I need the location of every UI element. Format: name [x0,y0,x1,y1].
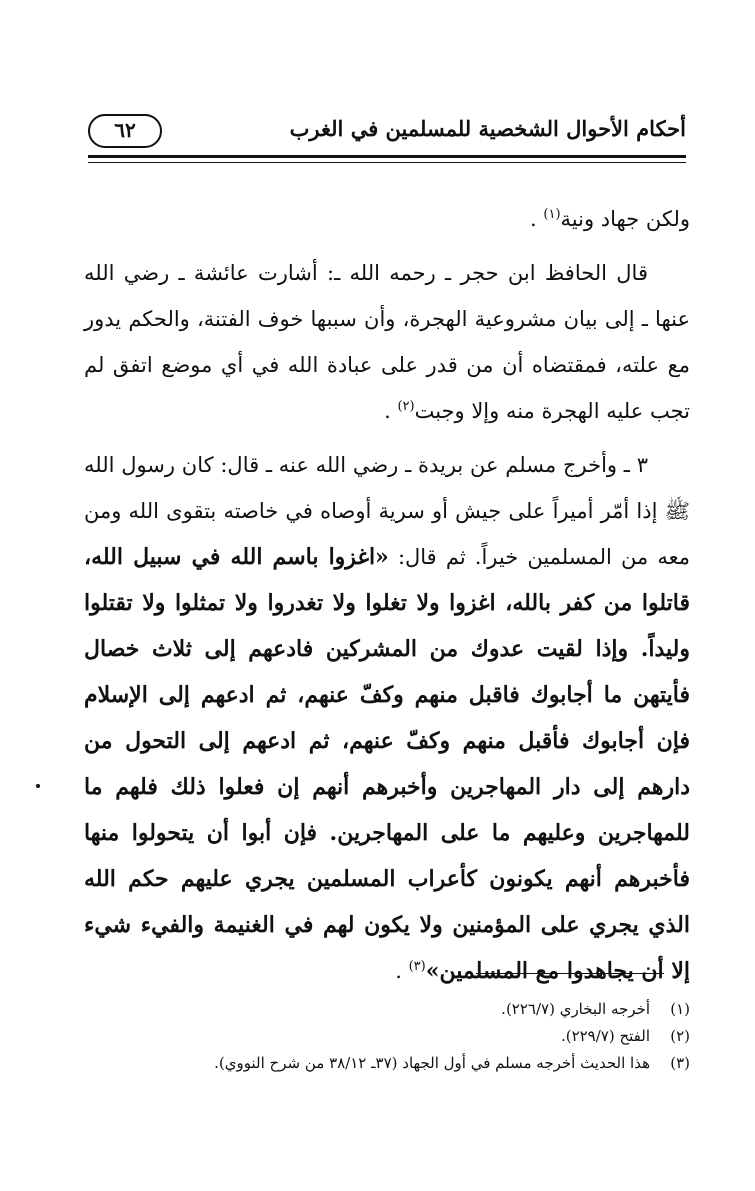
running-title: أحكام الأحوال الشخصية للمسلمين في الغرب [289,116,686,141]
margin-dot [36,784,40,788]
footnote-number: (٣) [670,1054,690,1072]
header-rule-thin [88,162,686,163]
footnote-item [84,996,690,1023]
paragraph-3-end: . [395,959,402,983]
footnote-item [84,1023,690,1050]
page-number: ٦٢ [88,114,162,148]
paragraph-2-end: . [384,399,391,423]
paragraph-3 [84,442,690,994]
footnote-ref-1[interactable]: (١) [543,207,561,222]
header-rule [88,155,686,158]
footnote-item [84,1050,690,1077]
page-header [88,112,686,158]
footnote-text: هذا الحديث أخرجه مسلم في أول الجهاد (٣٧ـ ٣٨/١٢ من شرح النووي). [214,1054,650,1072]
paragraph-2 [84,250,690,434]
footnote-ref-3[interactable]: (٣) [408,959,426,974]
footnote-text: أخرجه البخاري (٢٢٦/٧). [501,1000,650,1018]
footnote-number: (١) [670,1000,690,1018]
paragraph-1-end: . [530,207,537,231]
footnote-text: الفتح (٢٢٩/٧). [560,1027,650,1045]
paragraph-1 [84,196,690,242]
paragraph-1-text: ولكن جهاد ونية [560,207,690,231]
hadith-text: «اغزوا باسم الله في سبيل الله، قاتلوا من كفر بالله، اغزوا ولا تغلوا ولا تغدروا ولا تمثلوا ولا تقتلوا وليداً. وإذا لقيت عدوك من المشركين فادعهم إلى ثلاث خصال فأيتهن ما أجابوك فاقبل منهم وكفّ عنهم، ثم ادعهم إلى الإسلام فإن أجابوك فأقبل منهم وكفّ عنهم، ثم ادعهم إلى التحول من دارهم إلى دار المهاجرين وأخبرهم أنهم إن فعلوا ذلك فلهم ما للمهاجرين وعليهم ما على المهاجرين. فإن أبوا أن يتحولوا منها فأخبرهم أنهم يكونون كأعراب المسلمين يجري عليهم حكم الله الذي يجري على المؤمنين ولا يكون لهم في الغنيمة والفيء شيء إلا أن يجاهدوا مع المسلمين» [84,544,690,984]
paragraph-3-intro: ٣ ـ وأخرج مسلم عن بريدة ـ رضي الله عنه ـ قال: كان رسول الله ﷺ إذا أمّر أميراً على جيش أو سرية أوصاه في خاصته بتقوى الله ومن معه من المسلمين خيراً. ثم قال: [84,453,690,569]
page-body [84,196,690,1002]
footnote-separator [476,973,664,974]
footnote-ref-2[interactable]: (٢) [397,399,415,414]
footnote-number: (٢) [670,1027,690,1045]
footnotes [84,996,690,1077]
paragraph-2-text: قال الحافظ ابن حجر ـ رحمه الله ـ: أشارت عائشة ـ رضي الله عنها ـ إلى بيان مشروعية الهجرة، وأن سببها خوف الفتنة، والحكم يدور مع علته، فمقتضاه أن من قدر على عبادة الله في أي موضع اتفق لم تجب عليه الهجرة منه وإلا وجبت [84,261,690,423]
